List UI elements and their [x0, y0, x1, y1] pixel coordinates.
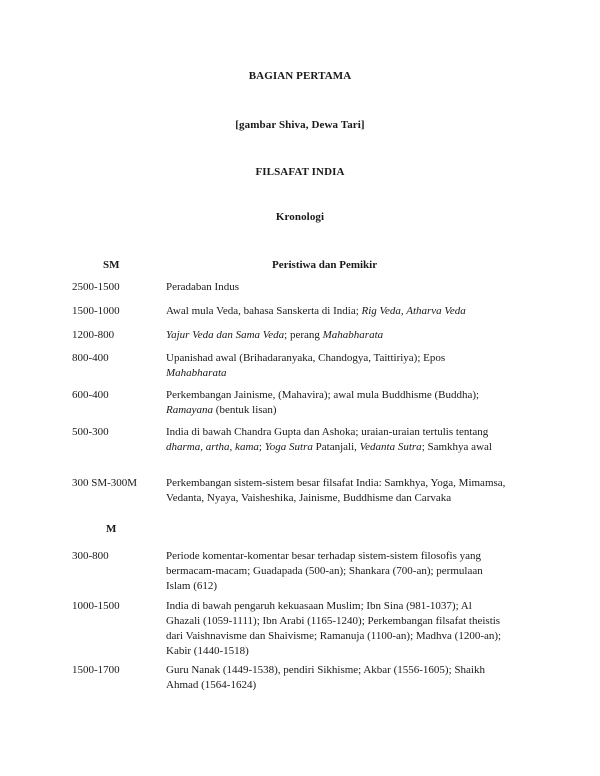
row-description: Awal mula Veda, bahasa Sanskerta di India; Rig Veda, Atharva Veda [166, 305, 466, 317]
row-description: Yajur Veda dan Sama Veda; perang Mahabharata [166, 329, 384, 341]
row-date: 500-300 [72, 426, 109, 438]
row-description: Guru Nanak (1449-1538), pendiri Sikhisme; Akbar (1556-1605); Shaikh Ahmad (1564-1624) [166, 664, 485, 691]
row-date: 300-800 [72, 550, 109, 562]
row-description: Perkembangan sistem-sistem besar filsafat India: Samkhya, Yoga, Mimamsa, Vedanta, Nyaya, Vaisheshika, Jainisme, Buddhisme dan Carvaka [166, 477, 506, 504]
row-description: India di bawah pengaruh kekuasaan Muslim; Ibn Sina (981-1037); Al Ghazali (1059-1111); Ibn Arabi (1165-1240); Perkembangan filsafat theistis dari Vaishnavisme dan Shaivisme; Ramanuja (1100-an); Madhva (1200-an); Kabir (1440-1518) [166, 600, 502, 657]
column-header-events: Peristiwa dan Pemikir [272, 259, 378, 271]
part-title: BAGIAN PERTAMA [248, 70, 352, 82]
row-date: 600-400 [72, 389, 109, 401]
row-date: 2500-1500 [72, 281, 120, 293]
chapter-title: FILSAFAT INDIA [255, 166, 345, 178]
column-header-m: M [106, 523, 117, 535]
row-description: India di bawah Chandra Gupta dan Ashoka; uraian-uraian tertulis tentang dharma, artha, kama; Yoga Sutra Patanjali, Vedanta Sutra; Samkhya awal [166, 426, 492, 453]
section-title: Kronologi [275, 211, 325, 223]
row-description: Upanishad awal (Brihadaranyaka, Chandogya, Taittiriya); Epos Mahabharata [166, 352, 446, 379]
row-description: Perkembangan Jainisme, (Mahavira); awal mula Buddhisme (Buddha); Ramayana (bentuk lisan) [166, 389, 480, 416]
row-date: 800-400 [72, 352, 109, 364]
image-caption: [gambar Shiva, Dewa Tari] [235, 119, 365, 131]
row-description: Periode komentar-komentar besar terhadap sistem-sistem filosofis yang bermacam-macam; Guadapada (500-an); Shankara (700-an); permulaan Islam (612) [166, 550, 483, 592]
row-description: Peradaban Indus [166, 281, 240, 293]
row-date: 1200-800 [72, 329, 115, 341]
row-date: 1000-1500 [72, 600, 120, 612]
row-date: 300 SM-300M [72, 477, 138, 489]
row-date: 1500-1000 [72, 305, 120, 317]
column-header-sm: SM [103, 259, 120, 271]
row-date: 1500-1700 [72, 664, 120, 676]
